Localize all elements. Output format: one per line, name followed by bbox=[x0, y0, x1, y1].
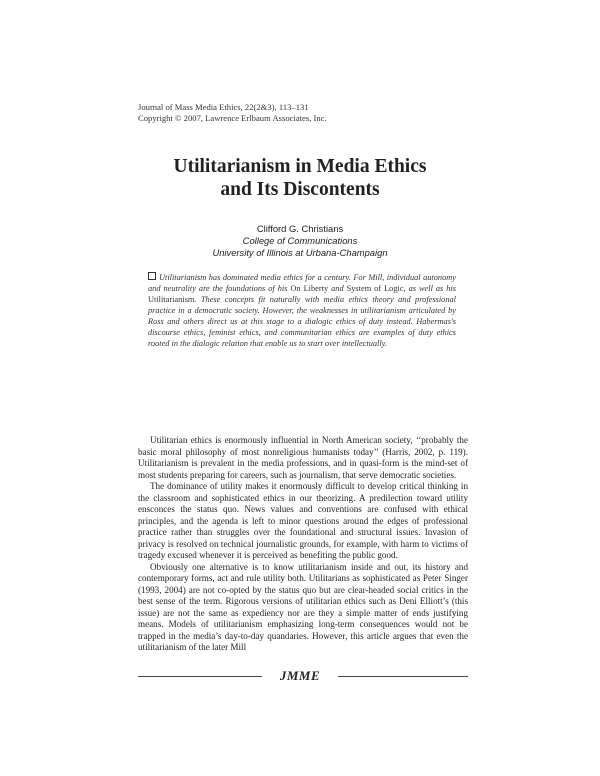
body-paragraph: Obviously one alternative is to know utilitarianism inside and out, its history and contemporary forms, act and rule utility both. Utilitarians as sophisticated as Peter Singer (1993, 2004) are not co-opted by the status quo but are clear-headed social critics in the best sense of the term. Rigorous versions of utilitarian ethics such as Deni Elliott’s (this issue) are not the same as expediency nor are they a simple matter of ends justifying means. Models of utilitarianism emphasizing long-term consequences would not be trapped in the media’s day-to-day quandaries. However, this article argues that even the utilitarianism of the later Mill bbox=[138, 561, 468, 652]
body-paragraph: The dominance of utility makes it enormously difficult to develop critical thinking in the classroom and sophisticated ethics in our theorizing. A predilection toward utility ensconces the status quo. News values and conventions are confused with ethical principles, and the agenda is left to minor questions around the edges of professional practice rather than struggles over the foundational and structural issues. Invasion of privacy is resolved on technical journalistic grounds, for example, with harm to victims of tragedy excused whenever it is perceived as benefiting the public good. bbox=[138, 481, 468, 560]
footer-rule-right bbox=[338, 676, 468, 677]
journal-logo: JMME bbox=[279, 668, 321, 683]
footer-rule-left bbox=[138, 676, 262, 677]
author-affiliation-college: College of Communications bbox=[242, 235, 358, 246]
title-line-1: Utilitarianism in Media Ethics bbox=[173, 156, 427, 177]
journal-info bbox=[138, 102, 478, 124]
article-body bbox=[138, 435, 468, 654]
abstract-text-2: and bbox=[328, 284, 347, 293]
author-affiliation-university: University of Illinois at Urbana-Champaign bbox=[212, 247, 388, 258]
abstract-text-3: , as well as his bbox=[403, 284, 457, 293]
abstract-text-4: . These concepts fit naturally with media ethics theory and professional practice in a democratic society. However, the weaknesses in utilitarianism articulated by Ross and others direct us at this stage to a dialogic ethics of duty instead. Habermas's discourse ethics, feminist ethics, and communitarian ethics are examples of duty ethics rooted in the dialogic relation that enable us to start over intellectually. bbox=[148, 295, 456, 348]
article-title bbox=[100, 155, 500, 201]
abstract-text-1: Utilitarianism has dominated media ethics for a century. For Mill, individual autonomy and neutrality are the foundations of his bbox=[148, 273, 456, 293]
title-line-2: and Its Discontents bbox=[220, 179, 380, 200]
author-name: Clifford G. Christians bbox=[256, 223, 344, 234]
journal-citation: Journal of Mass Media Ethics, 22(2&3), 113–131 bbox=[138, 102, 309, 112]
abstract-title-utilitarianism: Utilitarianism bbox=[148, 295, 195, 304]
abstract bbox=[148, 272, 456, 349]
author-block bbox=[150, 223, 450, 259]
copyright-notice: Copyright © 2007, Lawrence Erlbaum Associates, Inc. bbox=[138, 113, 327, 123]
abstract-box-icon bbox=[148, 272, 156, 280]
abstract-title-system-of-logic: System of Logic bbox=[346, 284, 404, 293]
body-paragraph: Utilitarian ethics is enormously influential in North American society, ‘‘probably the basic moral philosophy of most nonreligious humanists today’’ (Harris, 2002, p. 119). Utilitarianism is prevalent in the media professions, and in quasi-form is the mind-set of most students preparing for careers, such as journalism, that serve democratic societies. bbox=[138, 435, 468, 480]
abstract-title-on-liberty: On Liberty bbox=[290, 284, 329, 293]
